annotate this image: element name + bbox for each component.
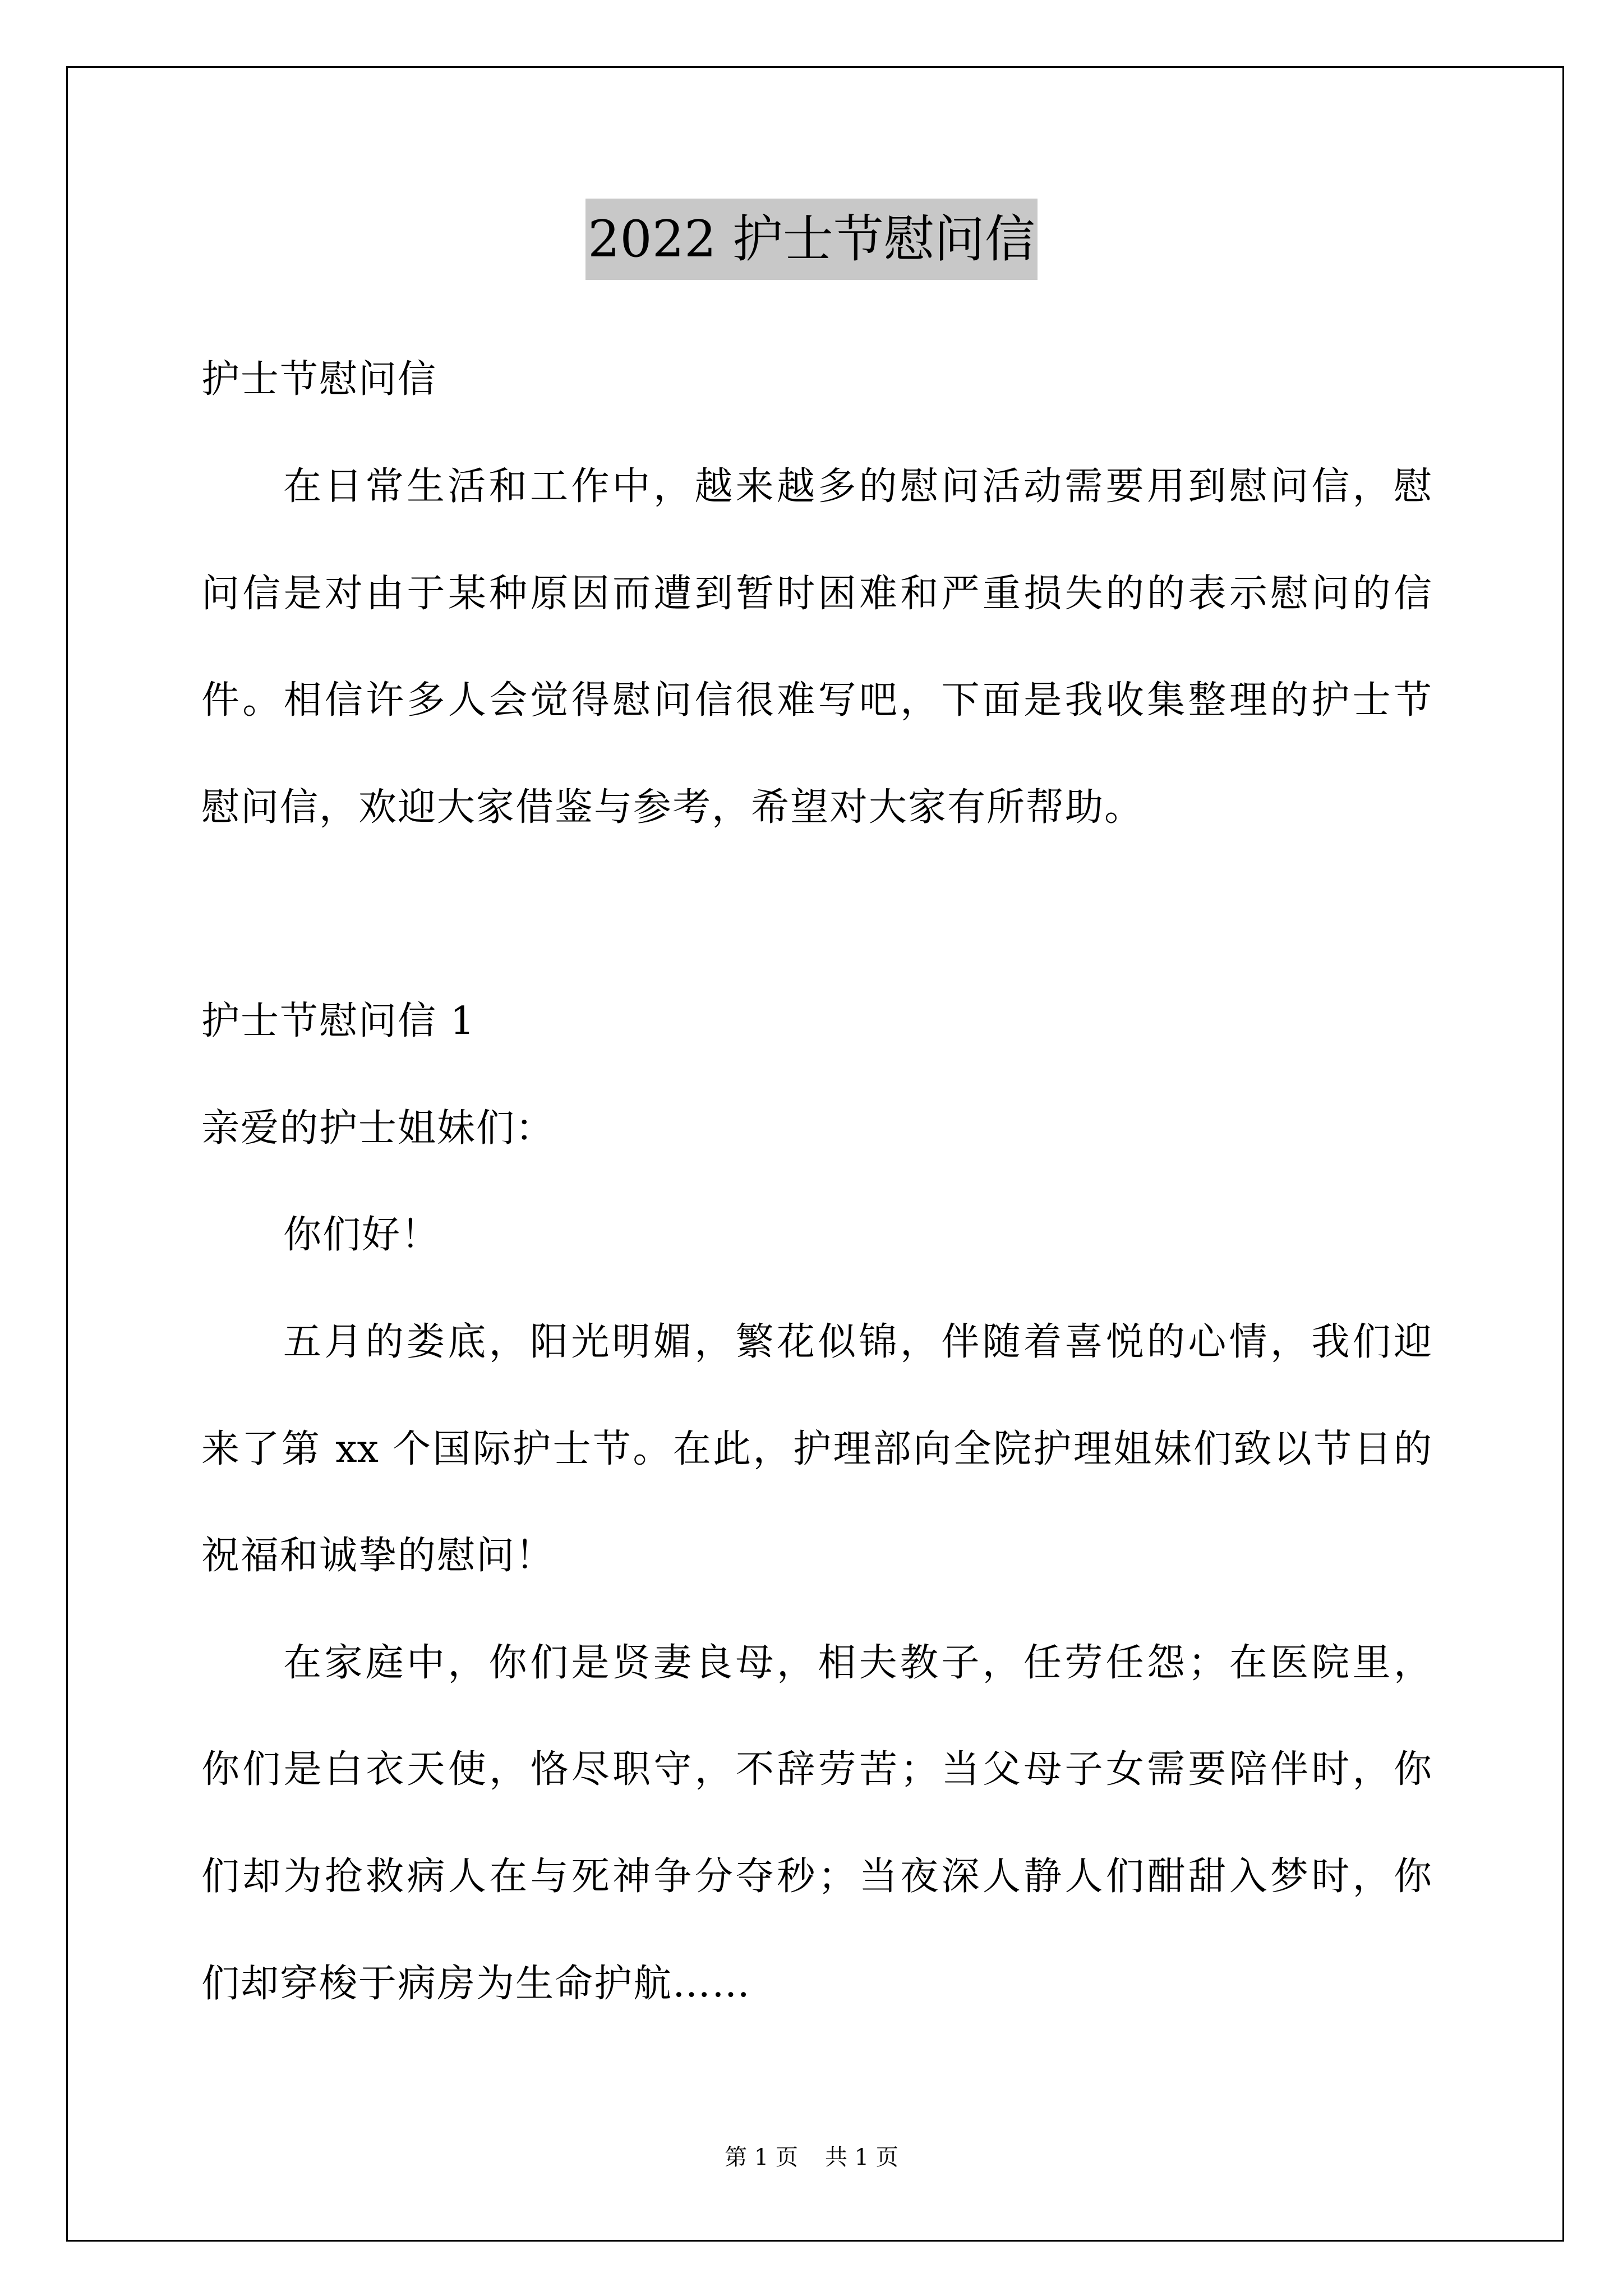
paragraph-line: 慰问信，欢迎大家借鉴与参考，希望对大家有所帮助。: [201, 785, 1144, 830]
intro-heading: 护士节慰问信: [201, 357, 437, 402]
letter-heading: 护士节慰问信 1: [201, 999, 476, 1043]
page-number: 第 1 页: [725, 2145, 798, 2170]
paragraph-line: 问信是对由于某种原因而遭到暂时困难和严重损失的的表示慰问的信: [201, 572, 1432, 616]
page-footer: [0, 2141, 1623, 2174]
title-container: [0, 199, 1623, 280]
paragraph-line: 来了第 xx 个国际护士节。在此，护理部向全院护理姐妹们致以节日的: [201, 1427, 1432, 1471]
letter-salutation: 亲爱的护士姐妹们：: [201, 1106, 555, 1151]
paragraph-line: 五月的娄底，阳光明媚，繁花似锦，伴随着喜悦的心情，我们迎: [283, 1320, 1432, 1364]
letter-greeting: 你们好！: [283, 1213, 441, 1257]
paragraph-line: 们却为抢救病人在与死神争分夺秒；当夜深人静人们酣甜入梦时，你: [201, 1855, 1432, 1899]
document-title: 2022 护士节慰问信: [585, 199, 1038, 280]
page-total: 共 1 页: [825, 2145, 898, 2170]
paragraph-line: 祝福和诚挚的慰问！: [201, 1534, 555, 1578]
paragraph-line: 你们是白衣天使，恪尽职守，不辞劳苦；当父母子女需要陪伴时，你: [201, 1747, 1432, 1792]
paragraph-line: 在日常生活和工作中，越来越多的慰问活动需要用到慰问信，慰: [283, 464, 1432, 509]
paragraph-line: 们却穿梭于病房为生命护航……: [201, 1962, 751, 2006]
paragraph-line: 在家庭中，你们是贤妻良母，相夫教子，任劳任怨；在医院里，: [283, 1641, 1432, 1685]
paragraph-line: 件。相信许多人会觉得慰问信很难写吧，下面是我收集整理的护士节: [201, 678, 1432, 723]
